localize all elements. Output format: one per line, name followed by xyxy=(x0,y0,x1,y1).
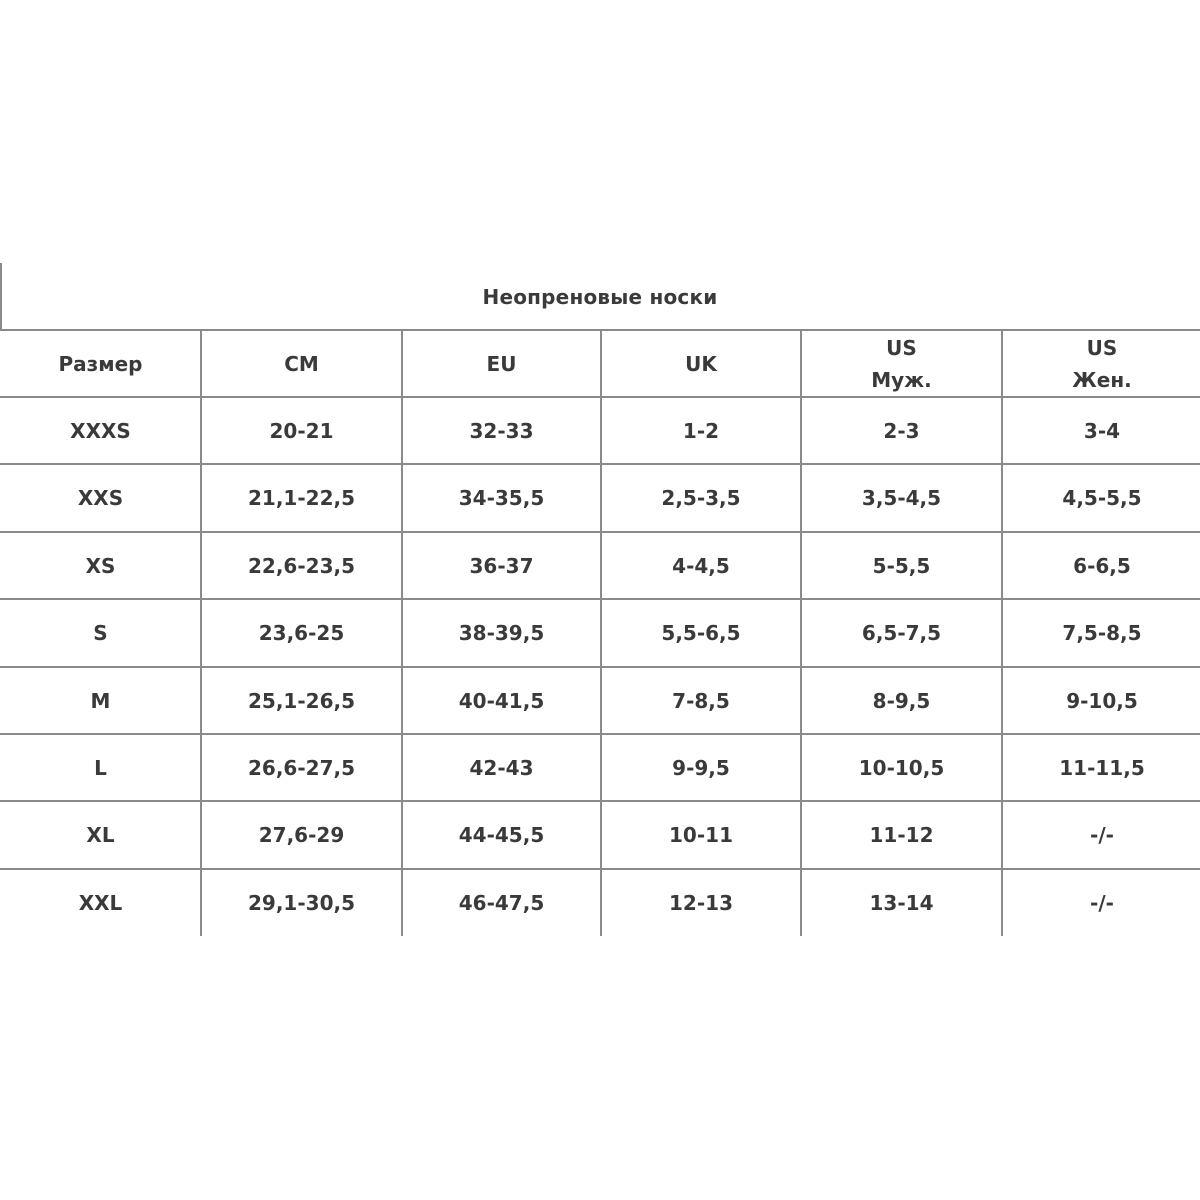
cell-eu: 46-47,5 xyxy=(458,890,545,915)
cell-us-men: 11-12 xyxy=(869,822,934,847)
header-cell-us-men xyxy=(801,330,1002,397)
table-row xyxy=(0,801,1200,868)
cell-size: M xyxy=(90,688,111,713)
cell-uk: 12-13 xyxy=(669,890,733,915)
header-cell-size xyxy=(0,330,201,397)
cell-cm: 21,1-22,5 xyxy=(248,485,355,510)
cell-us-women: 9-10,5 xyxy=(1066,688,1138,713)
header-label: Размер xyxy=(58,351,143,376)
cell-uk: 2,5-3,5 xyxy=(661,485,741,510)
cell-eu: 32-33 xyxy=(469,418,534,443)
table-row xyxy=(0,734,1200,801)
header-sublabel: Жен. xyxy=(1072,367,1132,392)
cell-cm: 20-21 xyxy=(269,418,334,443)
cell-us-women: 4,5-5,5 xyxy=(1062,485,1142,510)
header-cell-cm xyxy=(201,330,402,397)
cell-uk: 5,5-6,5 xyxy=(661,620,741,645)
header-cell-us-women xyxy=(1002,330,1200,397)
header-label: US xyxy=(886,335,917,360)
size-chart-table xyxy=(0,263,1200,936)
cell-eu: 40-41,5 xyxy=(458,688,545,713)
cell-eu: 38-39,5 xyxy=(458,620,545,645)
table-row xyxy=(0,464,1200,531)
cell-size: XXXS xyxy=(70,418,131,443)
table-row xyxy=(0,397,1200,464)
cell-us-men: 3,5-4,5 xyxy=(861,485,942,510)
cell-us-men: 8-9,5 xyxy=(872,688,931,713)
cell-us-women: 3-4 xyxy=(1083,418,1121,443)
cell-uk: 9-9,5 xyxy=(672,755,730,780)
cell-eu: 42-43 xyxy=(469,755,534,780)
cell-size: L xyxy=(94,755,107,780)
cell-size: XXL xyxy=(78,890,123,915)
cell-us-men: 6,5-7,5 xyxy=(861,620,942,645)
header-cell-uk xyxy=(601,330,801,397)
table-row xyxy=(0,869,1200,936)
cell-cm: 26,6-27,5 xyxy=(248,755,355,780)
cell-size: XXS xyxy=(77,485,124,510)
header-sublabel: Муж. xyxy=(871,367,932,392)
cell-cm: 27,6-29 xyxy=(258,822,345,847)
cell-cm: 25,1-26,5 xyxy=(248,688,355,713)
cell-us-men: 13-14 xyxy=(869,890,934,915)
header-label: EU xyxy=(486,351,517,376)
table-row xyxy=(0,667,1200,734)
cell-uk: 1-2 xyxy=(682,418,720,443)
cell-us-women: 11-11,5 xyxy=(1059,755,1145,780)
cell-us-men: 10-10,5 xyxy=(858,755,945,780)
cell-size: S xyxy=(93,620,108,645)
cell-cm: 22,6-23,5 xyxy=(248,553,355,578)
cell-uk: 10-11 xyxy=(669,822,733,847)
cell-cm: 29,1-30,5 xyxy=(248,890,355,915)
cell-us-men: 2-3 xyxy=(883,418,920,443)
cell-eu: 36-37 xyxy=(469,553,534,578)
cell-cm: 23,6-25 xyxy=(258,620,345,645)
table-title: Неопреновые носки xyxy=(482,284,718,309)
cell-uk: 4-4,5 xyxy=(672,553,730,578)
header-label: UK xyxy=(685,351,717,376)
cell-eu: 44-45,5 xyxy=(458,822,545,847)
cell-us-women: 6-6,5 xyxy=(1073,553,1131,578)
cell-us-men: 5-5,5 xyxy=(872,553,931,578)
header-cell-eu xyxy=(402,330,601,397)
cell-size: XS xyxy=(85,553,116,578)
header-row xyxy=(0,330,1200,397)
cell-us-women: -/- xyxy=(1090,822,1114,847)
table-row xyxy=(0,599,1200,666)
table-row xyxy=(0,532,1200,599)
header-label: US xyxy=(1086,335,1118,360)
cell-size: XL xyxy=(86,822,115,847)
header-label: CM xyxy=(284,351,319,376)
cell-uk: 7-8,5 xyxy=(672,688,730,713)
cell-us-women: -/- xyxy=(1090,890,1114,915)
cell-eu: 34-35,5 xyxy=(458,485,545,510)
cell-us-women: 7,5-8,5 xyxy=(1062,620,1142,645)
